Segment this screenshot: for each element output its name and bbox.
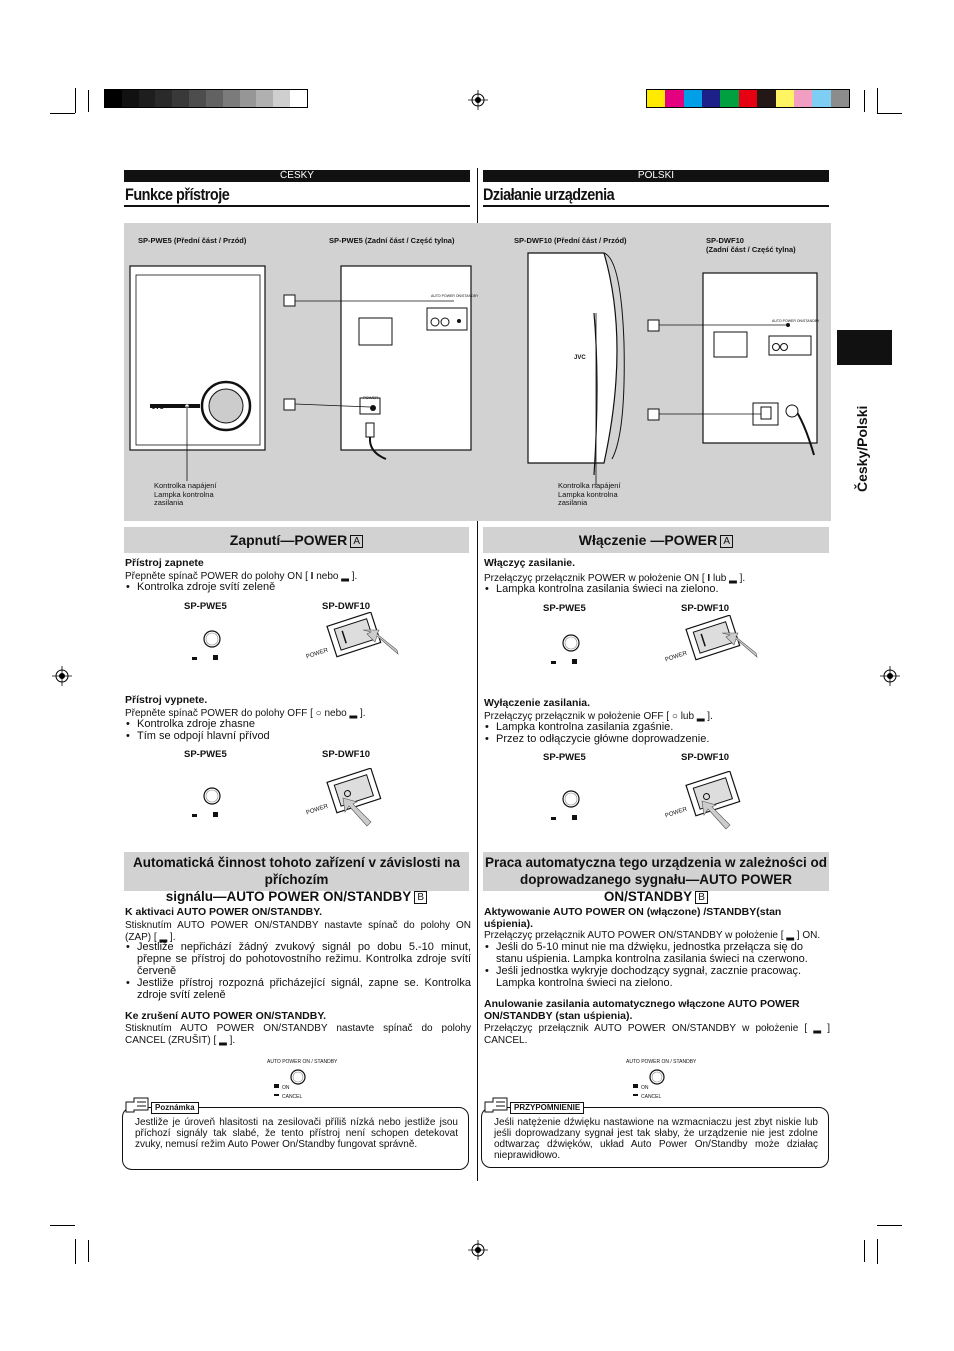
note-tag-czech: Poznámka: [151, 1102, 199, 1114]
model-label-dwf10: SP-DWF10: [681, 752, 730, 763]
off-heading-polish: Wyłączenie zasilania.: [484, 697, 591, 709]
color-swatch: [122, 90, 139, 107]
crop-mark: [877, 1225, 902, 1226]
crop-mark: [75, 1239, 76, 1264]
speaker-illustrations: [124, 223, 831, 521]
auto-cancel-label: CANCEL: [641, 1094, 662, 1100]
rocker-power-label: POWER: [664, 650, 688, 664]
auto-header-czech: Automatická činnost tohoto zařízení v závislosti na příchozím signálu—AUTO POWER ON/STANDBY B: [124, 852, 469, 891]
registration-mark: [52, 666, 72, 686]
cancel-text-czech: Stisknutím AUTO POWER ON/STANDBY nastavte spínač do polohy CANCEL (ZRUŠIT) [ ▂ ].: [125, 1023, 471, 1046]
model-label-dwf10: SP-DWF10: [322, 749, 371, 760]
cancel-heading-czech: Ke zrušení AUTO POWER ON/STANDBY.: [125, 1010, 327, 1022]
side-tab-label: Česky/Polski: [854, 405, 870, 492]
title-rule: [124, 205, 470, 207]
crop-mark: [877, 88, 878, 113]
note-hand-icon: [483, 1096, 509, 1114]
registration-mark: [880, 666, 900, 686]
rocker-power-label: POWER: [664, 806, 688, 820]
color-swatch: [647, 90, 665, 107]
crop-mark: [50, 113, 75, 114]
activate-text-czech: Stisknutím AUTO POWER ON/STANDBY nastavte spínač do polohy ON (ZAP) [ ▂ ].: [125, 920, 471, 943]
on-text-polish: Przełączyç przełącznik POWER w położenie ON [ I lub ▂ ].: [484, 573, 746, 584]
model-label-pwe5: SP-PWE5: [543, 752, 586, 763]
auto-on-label: ON: [282, 1085, 290, 1091]
side-tab-block: [837, 330, 892, 365]
off-text-polish: Przełączyç przełącznik w położenie OFF [ ○ lub ▂ ].: [484, 711, 713, 722]
on-heading-polish: Włączyç zasilanie.: [484, 557, 576, 569]
activate-heading-polish: Aktywowanie AUTO POWER ON (włączone) /STANDBY(stan uśpienia).: [484, 906, 782, 930]
off-text-czech: Přepněte spínač POWER do polohy OFF [ ○ nebo ▂ ].: [125, 708, 366, 719]
power-header-czech: Zapnutí—POWER A: [124, 527, 469, 553]
rocker-power-label: POWER: [305, 803, 329, 817]
model-label-dwf10: SP-DWF10: [681, 603, 730, 614]
lamp-caption-right: Kontrolka napájení Lampka kontrolna zasilania: [558, 481, 621, 507]
auto-switch-label: AUTO POWER ON / STANDBY: [626, 1059, 697, 1065]
on-bullets-polish: • Lampka kontrolna zasilania świeci na zielono.: [484, 583, 719, 595]
activate-heading-czech: K aktivaci AUTO POWER ON/STANDBY.: [125, 906, 323, 918]
note-tag-polish: PRZYPOMNIENIE: [510, 1102, 584, 1114]
model-label-pwe5: SP-PWE5: [184, 601, 227, 612]
color-swatch: [739, 90, 757, 107]
dwf10-power-switch: [305, 768, 400, 828]
pwe5-power-knob: [185, 785, 235, 821]
grayscale-color-bar: [104, 89, 308, 108]
process-color-bar: [646, 89, 850, 108]
lang-bar-czech: ČESKY: [124, 170, 470, 182]
panel-label-auto: AUTO POWER ON/STANDBY: [431, 294, 479, 298]
color-swatch: [794, 90, 812, 107]
cancel-heading-polish: Anulowanie zasilania automatycznego włączone AUTO POWER ON/STANDBY (stan uśpienia).: [484, 998, 800, 1022]
color-swatch: [256, 90, 273, 107]
color-swatch: [812, 90, 830, 107]
note-box-czech: Jestliže je úroveň hlasitosti na zesilovači příliš nízká nebo jestliže jsou příchozí signály tak slabé, že tento přístroj není schopen detekovat zvuky, nemusí režim Auto Power On/Standby fungovat správně.: [122, 1107, 469, 1170]
activate-bullets-czech: • Jestliže nepřichází žádný zvukový signál po dobu 5.-10 minut, přepne se přístroj do pohotovostního režimu. Kontrolka zdroje svítí červeně • Jestliže přístroj rozpozná přicházející signál, zapne se. Kontrolka zdroje svítí zeleně: [125, 941, 471, 1001]
color-swatch: [206, 90, 223, 107]
panel-label-power: POWER: [363, 395, 379, 400]
registration-mark: [468, 1240, 488, 1260]
dwf10-power-switch: [664, 615, 759, 675]
speaker-diagram-panel: [124, 223, 831, 521]
color-swatch: [702, 90, 720, 107]
note-hand-icon: [124, 1096, 150, 1114]
caption-pwe5-rear: SP-PWE5 (Zadní část / Część tylna): [329, 236, 455, 245]
crop-mark: [877, 1239, 878, 1264]
crop-mark: [50, 1225, 75, 1226]
color-swatch: [684, 90, 702, 107]
registration-mark: [468, 90, 488, 110]
note-box-polish: Jeśli natężenie dźwięku nastawione na wzmacniaczu jest zbyt niskie lub jeśli doprowadzany sygnał jest tak słaby, że urządzenie nie jest zdolne odtwarzaç dźwięków, układ Auto Power On/Standby może działaç nieprawidłowo.: [481, 1107, 829, 1168]
jvc-logo: JVC: [152, 405, 164, 411]
pwe5-power-knob: [185, 628, 235, 664]
auto-on-label: ON: [641, 1085, 649, 1091]
jvc-logo: JVC: [574, 355, 586, 361]
color-swatch: [240, 90, 257, 107]
model-label-pwe5: SP-PWE5: [184, 749, 227, 760]
color-swatch: [223, 90, 240, 107]
off-bullets-czech: • Kontrolka zdroje zhasne • Tím se odpojí hlavní přívod: [125, 718, 270, 742]
power-header-polish: Włączenie —POWER A: [483, 527, 829, 553]
panel-label-auto: AUTO POWER ON/STANDBY: [772, 319, 820, 323]
crop-mark: [864, 90, 865, 112]
dwf10-power-switch: [664, 771, 759, 831]
on-text-czech: Přepněte spínač POWER do polohy ON [ I nebo ▂ ].: [125, 571, 358, 582]
lamp-caption-left: Kontrolka napájení Lampka kontrolna zasilania: [154, 481, 217, 507]
off-bullets-polish: • Lampka kontrolna zasilania zgaśnie. • Przez to odłączycie główne doprowadzenie.: [484, 721, 709, 745]
cancel-text-polish: Przełączyç przełącznik AUTO POWER ON/STANDBY w położenie [ ▂ ] CANCEL.: [484, 1023, 830, 1046]
off-heading-czech: Přístroj vypnete.: [125, 694, 208, 706]
crop-mark: [864, 1240, 865, 1262]
on-heading-czech: Přístroj zapnete: [125, 557, 204, 569]
section-title-czech: Funkce přístroje: [125, 185, 230, 204]
section-title-polish: Działanie urządzenia: [483, 185, 615, 204]
rocker-power-label: POWER: [305, 647, 329, 661]
color-swatch: [776, 90, 794, 107]
crop-mark: [877, 113, 902, 114]
color-swatch: [720, 90, 738, 107]
on-bullets-czech: • Kontrolka zdroje svítí zeleně: [125, 581, 275, 593]
color-swatch: [105, 90, 122, 107]
model-label-dwf10: SP-DWF10: [322, 601, 371, 612]
color-swatch: [757, 90, 775, 107]
auto-cancel-label: CANCEL: [282, 1094, 303, 1100]
color-swatch: [189, 90, 206, 107]
caption-pwe5-front: SP-PWE5 (Přední část / Przód): [138, 236, 247, 245]
crop-mark: [88, 1240, 89, 1262]
color-swatch: [155, 90, 172, 107]
color-swatch: [290, 90, 307, 107]
caption-dwf10-front: SP-DWF10 (Přední část / Przód): [514, 236, 627, 245]
title-rule: [483, 205, 829, 207]
color-swatch: [172, 90, 189, 107]
color-swatch: [139, 90, 156, 107]
pwe5-power-knob: [544, 632, 594, 668]
color-swatch: [665, 90, 683, 107]
crop-mark: [88, 90, 89, 112]
crop-mark: [75, 88, 76, 113]
auto-header-polish: Praca automatyczna tego urządzenia w zależności od doprowadzanego sygnału—AUTO POWER ON/STANDBY B: [483, 852, 829, 891]
color-swatch: [273, 90, 290, 107]
auto-switch-label: AUTO POWER ON / STANDBY: [267, 1059, 338, 1065]
caption-dwf10-rear: SP-DWF10 (Zadní část / Część tylna): [706, 236, 796, 254]
activate-bullets-polish: • Jeśli do 5-10 minut nie ma dźwięku, jednostka przełącza się do stanu uśpienia. Lampka kontrolna zasilania świeci na czerwono. • Jeśli jednostka wykryje dochodzący sygnał, zacznie pracowaç. Lampka kontrolna świeci na zielono.: [484, 941, 830, 989]
model-label-pwe5: SP-PWE5: [543, 603, 586, 614]
lang-bar-polish: POLSKI: [483, 170, 829, 182]
dwf10-power-switch: [305, 612, 400, 672]
pwe5-power-knob: [544, 788, 594, 824]
color-swatch: [831, 90, 849, 107]
activate-text-polish: Przełączyç przełącznik AUTO POWER ON/STANDBY w położenie [ ▂ ] ON.: [484, 930, 821, 941]
